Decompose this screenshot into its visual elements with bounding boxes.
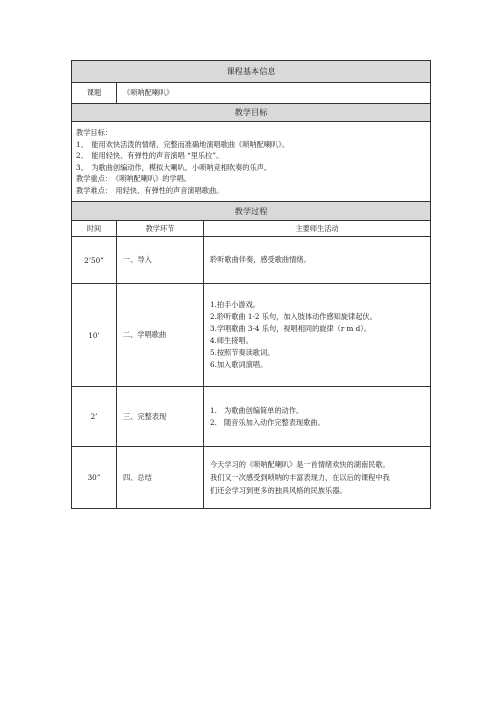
row-time: 2’50” [72, 237, 117, 284]
objectives-block [72, 122, 431, 202]
objectives-line: 1、 能用欢快活泼的情绪、完整而准确地演唱歌曲《唢呐配喇叭》。 [76, 139, 290, 149]
row-step: 二、学唱歌曲 [117, 284, 204, 387]
topic-value: 《唢呐配喇叭》 [117, 83, 431, 104]
objectives-line: 3、 为歌曲创编动作，模拟大喇叭、小唢呐竞相吹奏的乐声。 [76, 162, 272, 172]
course-info-header: 课程基本信息 [72, 61, 431, 83]
column-header-step: 教学环节 [117, 221, 204, 237]
row-step: 一、导入 [117, 237, 204, 284]
lesson-plan-table [71, 60, 431, 509]
column-header-time: 时间 [72, 221, 117, 237]
process-header: 教学过程 [72, 202, 431, 221]
row-time: 2’ [72, 387, 117, 447]
row-activity: 1.拍手小游戏。 2.聆听歌曲 1-2 乐句，加入肢体动作感知旋律起伏。 3.学唱歌曲 3-4 乐句，视唱相同的旋律（r m d）。 4.师生接唱。 5.按照节奏读歌词。 6.加入歌词演唱。 [204, 284, 431, 387]
row-activity: 聆听歌曲伴奏，感受歌曲情绪。 [204, 237, 431, 284]
row-time: 10’ [72, 284, 117, 387]
table-row [72, 447, 431, 509]
column-header-activity: 主要师生活动 [204, 221, 431, 237]
objectives-line: 2、 能用轻快、有弹性的声音演唱 “里乐拉”。 [76, 151, 224, 160]
row-step: 三、完整表现 [117, 387, 204, 447]
table-row [72, 237, 431, 284]
row-activity: 今天学习的《唢呐配喇叭》是一首情绪欢快的湖南民歌。 我们又一次感受到唢呐的丰富表现力，在以后的课程中我 们还会学习到更多的独具风格的民族乐器。 [204, 447, 431, 509]
objectives-line: 教学难点： 用轻快、有弹性的声音演唱歌曲。 [76, 185, 224, 195]
row-activity: 1. 为歌曲创编简单的动作。 2. 随音乐加入动作完整表现歌曲。 [204, 387, 431, 447]
objectives-header: 教学目标 [72, 104, 431, 122]
objectives-line: 教学目标： [76, 128, 112, 137]
table-row [72, 284, 431, 387]
topic-label: 课题 [72, 83, 117, 104]
row-time: 30” [72, 447, 117, 509]
row-step: 四、总结 [117, 447, 204, 509]
table-row [72, 387, 431, 447]
objectives-line: 教学重点： 《唢呐配喇叭》的学唱。 [76, 174, 191, 183]
